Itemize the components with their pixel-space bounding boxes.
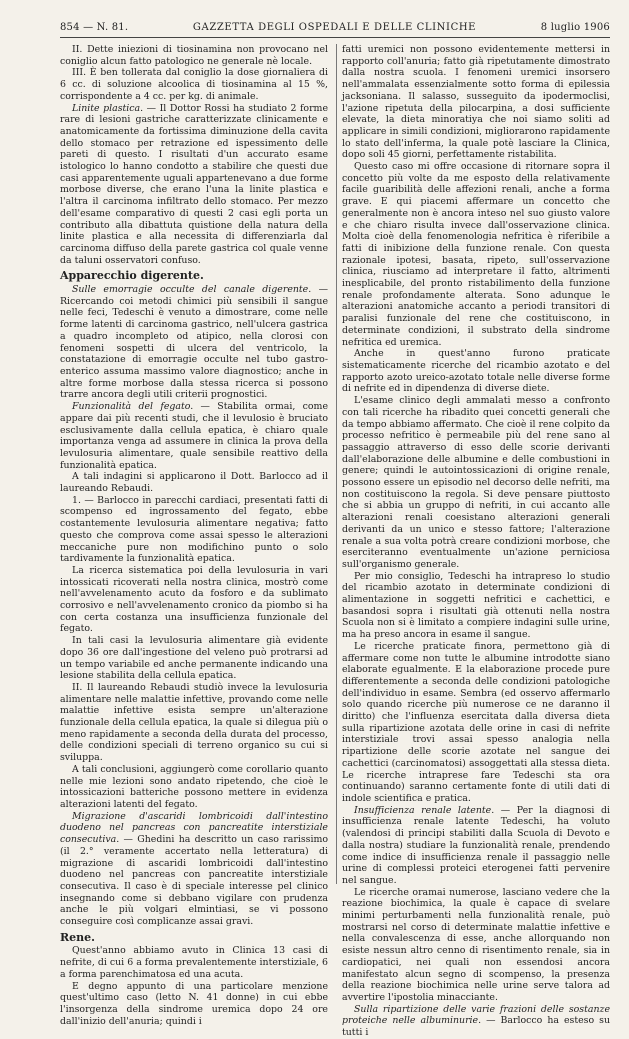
paragraph: A tali indagini si applicarono il Dott. Barlocco ad il laureando Rebaudi.: [60, 471, 328, 495]
right-column: [342, 44, 610, 1039]
paragraph: In tali casi la levulosuria alimentare già evidente dopo 36 ore dall'ingestione del veleno può protrarsi ad un tempo variabile ed anche permanente indicando una lesione stabilita della cellula epatica.: [60, 635, 328, 682]
paragraph: 1. — Barlocco in parecchi cardiaci, presentati fatti di scompenso ed ingrossamento del fegato, ebbe costantemente levulosuria alimentare negativa; fatto questo che comprova come assai spesso le alterazioni meccaniche pure non modifichino punto o solo tardivamente la funzionalità epatica.: [60, 494, 328, 565]
paragraph: [342, 805, 610, 887]
paragraph: [60, 811, 328, 928]
paragraph: L'esame clinico degli ammalati messo a confronto con tali ricerche ha ribadito quei concetti generali che da tempo abbiamo affermato. Che cioè il rene colpito da processo nefritico è permeabile più del rene sano al passaggio attraverso di esso delle scorie derivanti dall'elaborazione delle albumine e delle combustioni in genere; quindi le autointossicazioni di origine renale, possono essere un episodio nel decorso delle nefriti, ma non costituiscono la regola. Si deve pensare piuttosto che si abbia un gruppo di nefriti, in cui accanto alle alterazioni renali coesistano alterazioni generali derivanti da un unico e stesso fattore; l'alterazione renale a sua volta potrà creare condizioni morbose, che eserciteranno eventualmente un'azione perniciosa sull'organismo generale.: [342, 395, 610, 570]
paragraph-body: — Stabilita ormai, come appare dai più recenti studi, che il levulosio è bruciato esclusivamente dalla cellula epatica, è chiaro quale importanza venga ad assumere in clinica la prova della levulosuria alimentare, quale sensibile reattivo della funzionalità epatica.: [60, 401, 328, 471]
paragraph-lead: Linite plastica.: [72, 102, 144, 114]
paragraph: II. Il laureando Rebaudi studiò invece la levulosuria alimentare nelle malattie infettive, provando come nelle malattie infettive esista sempre un'alterazione funzionale della cellula epatica, la quale si dilegua più o meno rapidamente a seconda della durata del processo, delle condizioni speciali di terreno organico su cui si sviluppa.: [60, 681, 328, 764]
running-header: [60, 22, 610, 36]
paragraph: Le ricerche oramai numerose, lasciano vedere che la reazione biochimica, la quale è capace di svelare minimi perturbamenti nella funzionalità renale, può mostrarsi nel corso di determinate malattie infettive e nella convalescenza di esse, anche allorquando non esiste nessun altro cenno di risentimento renale, sia in cardiopatici, nei quali non essendosi ancora manifestato alcun segno di scompenso, la presenza della reazione biochimica nelle urine serve talora ad avvertire l'ipostolia minacciante.: [342, 886, 610, 1003]
column-divider: [336, 44, 337, 884]
paragraph: [60, 103, 328, 267]
paragraph: III. È ben tollerata dal coniglio la dose giornaliera di 6 cc. di soluzione alcoolica di tiosinamina al 15 %, corrispondente a 4 cc. per kg. di animale.: [60, 67, 328, 102]
header-rule: [60, 37, 610, 38]
issue-date: 8 luglio 1906: [540, 22, 610, 33]
paragraph-lead: Migrazione d'ascaridi lombricoidi dall'intestino duodeno nel pancreas con pancreatite interstiziale consecutiva.: [60, 810, 328, 846]
paragraph: Per mio consiglio, Tedeschi ha intrapreso lo studio del ricambio azotato in determinate condizioni di alimentazione in soggetti nefritici e cachettici, e basandosi sopra i risultati già ottenuti nella nostra Scuola non si è limitato a compiere indagini sulle urine, ma ha preso ancora in esame il sangue.: [342, 570, 610, 641]
paragraph-body: — Ghedini ha descritto un caso rarissimo (il 2.° veramente accertato nella letteratura) di migrazione di ascaridi lombricoidi dall'intestino duodeno nel pancreas con pancreatite interstiziale consecutiva. Il caso è di speciale interesse pel clinico insegnando come si debbano vigilare con prudenza anche le più volgari elmintiasi, se vi possono conseguire così complicanze assai gravi.: [60, 834, 328, 928]
paragraph: fatti uremici non possono evidentemente mettersi in rapporto coll'anuria; fatto già ripetutamente dimostrato dalla nostra scuola. I fenomeni uremici insorsero nell'ammalata essenzialmente sotto forma di epilessia jacksoniana. Il salasso, susseguito da ipodermoclisi, l'azione ripetuta della pilocarpina, a dosi sufficiente elevate, la dieta minoratiya che noi siamo soliti ad applicare in simili condizioni, migliorarono rapidamente lo stato dell'inferma, la quale potè lasciare la Clinica, dopo soli 45 giorni, perfettamente ristabilita.: [342, 44, 610, 161]
paragraph: La ricerca sistematica poi della levulosuria in vari intossicati ricoverati nella nostra clinica, mostrò come nell'avvelenamento acuto da fosforo e da sublimato corrosivo e nell'avvelenamento cronico da piombo si ha con certa costanza una insufficienza funzionale del fegato.: [60, 564, 328, 635]
paragraph-lead: Sulla ripartizione delle varie frazioni delle sostanze proteiche nelle albuminurie.: [342, 1003, 610, 1027]
paragraph: [60, 401, 328, 471]
left-column: [60, 44, 328, 1027]
page-number: 854 — N. 81.: [60, 22, 129, 33]
paragraph: Le ricerche praticate finora, permettono già di affermare come non tutte le albumine introdotte siano elaborate egualmente. E la elaborazione procede pure differentemente a seconda delle condizioni patologiche dell'individuo in esame. Sembra (ed osservo affermarlo solo quando ricerche più numerose ce ne daranno il diritto) che l'influenza esercitata dalla diversa dieta sulla ripartizione azotata delle orine in casi di nefrite interstiziale trovi assai spesso analogia nella ripartizione delle scorie azotate nel sangue dei cachettici (carcinomatosi) assoggettati alla stessa dieta. Le ricerche intraprese fare Tedeschi sta ora continuando) saranno certamente fonte di utili dati di indole scientifica e pratica.: [342, 640, 610, 804]
paragraph: Anche in quest'anno furono praticate sistematicamente ricerche del ricambio azotato e del rapporto azoto ureico-azotato totale nelle diverse forme di nefrite ed in dipendenza di diverse diete.: [342, 348, 610, 395]
paragraph-body: — Barlocco ha esteso su tutti i: [342, 1015, 611, 1039]
journal-title: GAZZETTA DEGLI OSPEDALI E DELLE CLINICHE: [192, 22, 477, 33]
paragraph: [342, 1004, 610, 1039]
paragraph: II. Dette iniezioni di tiosinamina non provocano nel coniglio alcun fatto patologico ne generale nè locale.: [60, 44, 328, 67]
paragraph: Questo caso mi offre occasione di ritornare sopra il concetto più volte da me esposto della relativamente facile guaribilità delle affezioni renali, anche a forma grave. E qui piacemi affermare un concetto che generalmente non è ancora inteso nel suo giusto valore e che chiaro risulta invece dall'osservazione clinica. Molta cioè della fenomenologia nefritica è riferibile a fatti di inibizione della funzione renale. Con questa razionale ipotesi, basata, ripeto, sull'osservazione clinica, riusciamo ad interpretare il fatto, altrimenti inesplicabile, del pronto ristabilimento della funzione renale profondamente alterata. Sono adunque le alterazioni anatomiche accanto a periodi transitori di paralisi funzionale del rene che costituiscono, in determinate condizioni, il substrato della sindrome nefritica ed uremica.: [342, 161, 610, 348]
paragraph: Quest'anno abbiamo avuto in Clinica 13 casi di nefrite, di cui 6 a forma prevalentemente interstiziale, 6 a forma parenchimatosa ed una acuta.: [60, 945, 328, 980]
paragraph: [60, 284, 328, 401]
section-heading-apparecchio: Apparecchio digerente.: [60, 269, 204, 283]
section-heading-rene: Rene.: [60, 930, 95, 944]
paragraph: A tali conclusioni, aggiungerò come corollario quanto nelle mie lezioni sono andato ripetendo, che cioè le intossicazioni batteriche possono mettere in evidenza alterazioni latenti del fegato.: [60, 763, 328, 810]
paragraph: E degno appunto di una particolare menzione quest'ultimo caso (letto N. 41 donne) in cui ebbe l'insorgenza della sindrome uremica dopo 24 ore dall'inizio dell'anuria; quindi i: [60, 980, 328, 1027]
paragraph-body: — Per la diagnosi di insufficienza renale latente Tedeschi, ha voluto (valendosi di principi stabiliti dalla Scuola di Devoto e dalla nostra) studiare la funzionalità renale, prendendo come indice di insufficienza renale il passaggio nelle urine di complessi proteici eterogenei fatti pervenire nel sangue.: [342, 804, 610, 886]
paragraph-body: — Il Dottor Rossi ha studiato 2 forme rare di lesioni gastriche caratterizzate clinicamente e anatomicamente da fortissima diminuzione della cavita dello stomaco per retrazione ed ispessimento delle pareti di questo. I risultati d'un accurato esame istologico lo hanno condotto a stabilire che questi due casi apparentemente uguali appartenevano a due forme morbose diverse, che erano l'una la linite plastica e l'altra il carcinoma infiltrato dello stomaco. Per mezzo dell'esame comparativo di questi 2 casi egli porta un contributo alla dibattuta quistione della natura della linite plastica e alla necessita di differenziarla dal carcinoma diffuso della parete gastrica col quale venne da taluni osservatori confuso.: [60, 102, 328, 266]
paragraph-body: — Ricercando coi metodi chimici più sensibili il sangue nelle feci, Tedeschi è venuto a dimostrare, come nelle forme latenti di carcinoma gastrico, nell'ulcera gastrica a quadro incompleto od atipico, nella clorosi con fenomeni sospetti di ulcera del ventricolo, la constatazione di emorragie occulte nel tubo gastro-enterico assuma massimo valore diagnostico; anche in altre forme morbose dalla stessa ricerca si possono trarre ancora degli utili criterii prognostici.: [60, 284, 329, 401]
paragraph-lead: Sulle emorragie occulte del canale digerente.: [72, 284, 312, 296]
paragraph-lead: Funzionalità del fegato.: [72, 401, 194, 413]
paragraph-lead: Insufficienza renale latente.: [354, 804, 495, 816]
